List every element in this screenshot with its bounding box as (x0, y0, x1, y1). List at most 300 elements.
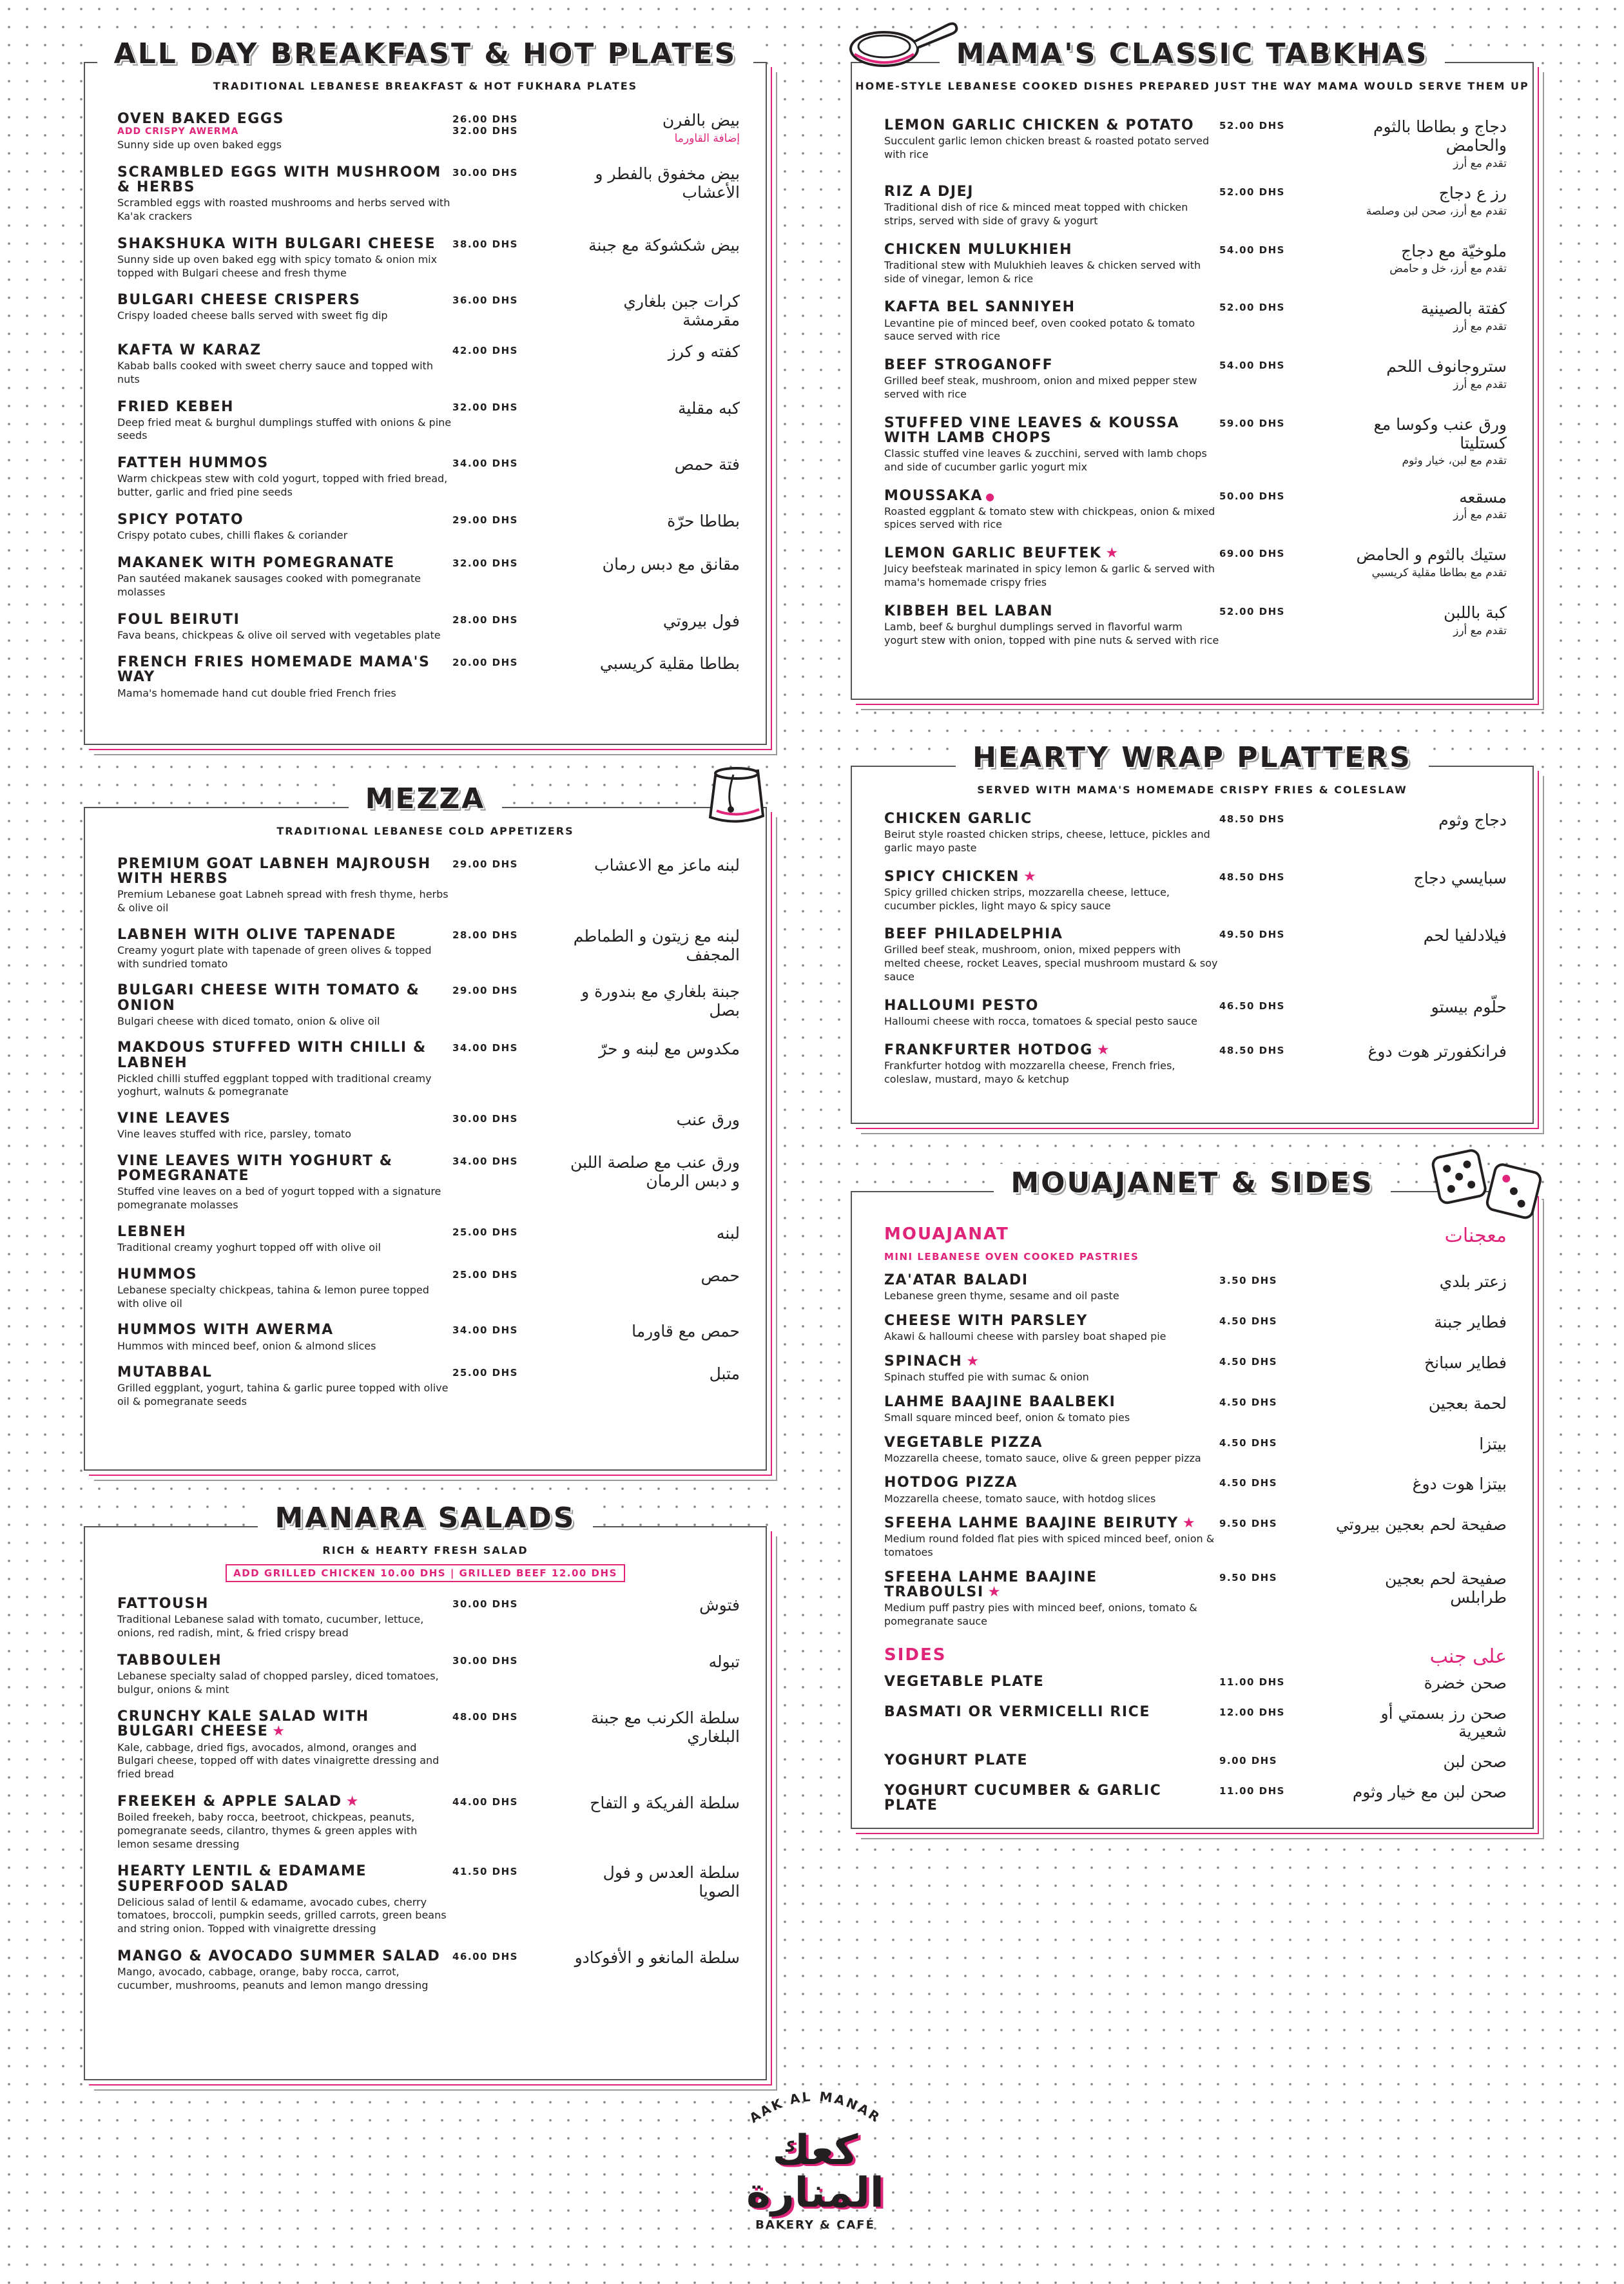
item-name-ar-label: فطاير جبنة (1434, 1312, 1507, 1331)
item-name-ar (562, 1040, 740, 1059)
item-name-label: SPINACH (884, 1353, 963, 1369)
item-ar-note: تقدم مع أرز (1453, 508, 1507, 522)
star-icon: ★ (1105, 545, 1119, 562)
item-price (452, 856, 562, 870)
item-price (452, 927, 562, 941)
item-description: Pickled chilli stuffed eggplant topped with traditional creamy yoghurt, walnuts & pomegranate (117, 1072, 432, 1098)
item-name-ar (1329, 416, 1507, 468)
item-price (452, 556, 562, 569)
item-name (117, 293, 452, 307)
item-price-value: 69.00 DHS (1219, 548, 1285, 560)
item-price (452, 1111, 562, 1125)
item-price (1219, 604, 1329, 617)
item-name (117, 1365, 452, 1380)
menu-item (117, 400, 740, 443)
item-description: Crispy potato cubes, chilli flakes & coriander (117, 529, 348, 542)
item-name-ar (1329, 1313, 1507, 1332)
item-name-ar-label: مقانق مع دبس رمان (602, 554, 740, 574)
item-price (452, 1596, 562, 1610)
item-price-value: 4.50 DHS (1219, 1315, 1278, 1327)
item-name-ar-label: رز ع دجاج (1438, 184, 1507, 203)
item-description: Premium Lebanese goat Labneh spread with fresh thyme, herbs & olive oil (117, 888, 449, 914)
item-name-label: HALLOUMI PESTO (884, 997, 1039, 1014)
item-price-value: 30.00 DHS (452, 1598, 518, 1610)
item-description: Medium round folded flat pies with spiced minced beef, onion & tomatoes (884, 1533, 1215, 1559)
item-name-ar (1329, 1516, 1507, 1534)
item-name-ar-label: بيض شكشوكة مع جبنة (588, 235, 740, 255)
item-description: Boiled freekeh, baby rocca, beetroot, chickpeas, peanuts, pomegranate seeds, cilantro, thymes & green apples with lemon sesame dressing (117, 1811, 418, 1850)
item-name (884, 1435, 1219, 1450)
item-price (452, 1709, 562, 1723)
item-name-ar (562, 1864, 740, 1901)
item-name-ar (1329, 811, 1507, 830)
item-name-ar (1329, 1570, 1507, 1607)
item-price-value: 25.00 DHS (452, 1226, 518, 1238)
item-name (884, 811, 1219, 826)
star-icon: ★ (1182, 1515, 1197, 1532)
item-price-value: 54.00 DHS (1219, 244, 1285, 256)
star-icon: ★ (987, 1584, 1002, 1601)
item-name-ar (1329, 1043, 1507, 1061)
item-name-ar-label: فرانكفورتر هوت دوغ (1368, 1041, 1507, 1061)
item-name-ar (562, 1794, 740, 1813)
item-name-ar (1329, 300, 1507, 333)
item-name-ar-label: سلطة المانغو و الأفوكادو (574, 1948, 740, 1968)
item-name (117, 1949, 452, 1964)
item-name-label: KAFTA W KARAZ (117, 342, 262, 358)
item-price-value: 29.00 DHS (452, 858, 518, 870)
item-price (1219, 489, 1329, 502)
item-price-value: 48.50 DHS (1219, 813, 1285, 825)
item-text (884, 1674, 1219, 1689)
side-item (884, 1783, 1507, 1813)
dice-icon (1429, 1141, 1545, 1224)
item-name-ar-label: دجاج وثوم (1438, 811, 1507, 829)
item-text (884, 358, 1219, 402)
item-price-value: 52.00 DHS (1219, 120, 1285, 131)
item-price-value: 46.00 DHS (452, 1951, 518, 1963)
item-name-ar (1329, 358, 1507, 391)
item-name-label: SPICY CHICKEN (884, 868, 1020, 885)
item-name (117, 400, 452, 414)
item-description: Spicy grilled chicken strips, mozzarella cheese, lettuce, cucumber pickles, light mayo & spicy sauce (884, 886, 1170, 912)
item-price-value: 29.00 DHS (452, 514, 518, 526)
menu-item (117, 1111, 740, 1141)
item-text (117, 343, 452, 387)
item-price (452, 456, 562, 469)
item-name-ar (1329, 1674, 1507, 1693)
item-name-ar (562, 556, 740, 574)
item-name-label: VINE LEAVES WITH YOGHURT & POMEGRANATE (117, 1153, 393, 1185)
item-text (117, 927, 452, 971)
wraps-items (852, 811, 1532, 1086)
item-name-label: FRANKFURTER HOTDOG (884, 1041, 1093, 1058)
logo-ar-1: كعك (772, 2127, 858, 2174)
item-name-label: BEEF STROGANOFF (884, 357, 1054, 374)
item-price-value: 4.50 DHS (1219, 1477, 1278, 1489)
item-price (1219, 869, 1329, 883)
mouajanat-note: MINI LEBANESE OVEN COOKED PASTRIES (884, 1251, 1139, 1263)
item-name (117, 237, 452, 251)
menu-item (884, 1516, 1507, 1560)
item-price (452, 165, 562, 179)
item-text (884, 1570, 1219, 1629)
star-icon: ★ (345, 1793, 360, 1810)
item-text (884, 1753, 1219, 1768)
item-name-label: HOTDOG PIZZA (884, 1475, 1018, 1491)
menu-item (117, 655, 740, 700)
item-price-value: 59.00 DHS (1219, 417, 1285, 429)
item-ar-note: تقدم مع لبن، خيار وثوم (1402, 454, 1507, 468)
item-price (452, 1154, 562, 1167)
item-price (1219, 1313, 1329, 1327)
item-name-label: KIBBEH BEL LABAN (884, 603, 1054, 619)
item-name-ar-label: سلطة الكرنب مع جبنة البلغاري (590, 1708, 740, 1747)
mezza-subtitle: TRADITIONAL LEBANESE COLD APPETIZERS (276, 825, 574, 837)
menu-item (884, 1475, 1507, 1505)
item-name (884, 604, 1219, 619)
item-description: Creamy yogurt plate with tapenade of green olives & topped with sundried tomato (117, 944, 432, 970)
item-text (117, 1154, 452, 1212)
star-icon: ★ (272, 1723, 286, 1740)
item-name-ar (1329, 1705, 1507, 1742)
item-price (1219, 1475, 1329, 1489)
item-price-value: 34.00 DHS (452, 1042, 518, 1054)
item-name-label: CHEESE WITH PARSLEY (884, 1312, 1088, 1329)
item-price (452, 983, 562, 996)
menu-item (884, 546, 1507, 590)
menu-item (117, 1864, 740, 1936)
item-price (452, 512, 562, 526)
menu-item (117, 1653, 740, 1697)
item-price-value: 38.00 DHS (452, 238, 518, 250)
menu-item (117, 165, 740, 224)
item-price (1219, 1674, 1329, 1688)
item-price-value: 9.50 DHS (1219, 1518, 1278, 1530)
item-price (1219, 1395, 1329, 1408)
item-text (117, 1322, 452, 1353)
item-text (117, 655, 452, 700)
item-name-ar (562, 1596, 740, 1615)
menu-item (884, 1435, 1507, 1466)
item-name-label: SFEEHA LAHME BAAJINE TRABOULSI (884, 1569, 1097, 1601)
item-name-ar-label: بيض مخفوق بالفطر و الأعشاب (595, 164, 740, 202)
item-name-label: LAHME BAAJINE BAALBEKI (884, 1393, 1116, 1410)
breakfast-items (85, 111, 766, 700)
menu-item (884, 927, 1507, 983)
item-name-ar-label: حلّوم بيستو (1431, 997, 1507, 1016)
item-name-ar (562, 1653, 740, 1672)
item-name-label: FATTEH HUMMOS (117, 455, 269, 472)
item-description: Mama's homemade hand cut double fried French fries (117, 686, 396, 699)
item-price-value: 34.00 DHS (452, 1324, 518, 1337)
item-name (117, 612, 452, 627)
item-price-value: 32.00 DHS (452, 557, 518, 569)
item-text (884, 1705, 1219, 1719)
item-name-label: VEGETABLE PIZZA (884, 1434, 1043, 1451)
menu-item (117, 1596, 740, 1640)
item-text (884, 811, 1219, 855)
item-price (452, 400, 562, 413)
item-name (117, 1653, 452, 1668)
item-name-ar (1329, 489, 1507, 522)
item-text (117, 1653, 452, 1697)
item-name-ar-label: بيتزا (1479, 1434, 1507, 1453)
item-price-value: 3.50 DHS (1219, 1275, 1278, 1286)
item-price (1219, 1705, 1329, 1718)
item-text (884, 1313, 1219, 1344)
item-price-value: 26.00 DHS (452, 113, 518, 125)
salads-addon: ADD GRILLED CHICKEN 10.00 DHS | GRILLED BEEF 12.00 DHS (226, 1564, 625, 1582)
sides-items (884, 1674, 1507, 1813)
item-price-value: 41.50 DHS (452, 1866, 518, 1878)
item-name (117, 456, 452, 470)
item-description: Sunny side up oven baked egg with spicy tomato & onion mix topped with Bulgari cheese and fresh thyme (117, 253, 438, 279)
item-name-ar-label: فتوش (699, 1596, 740, 1614)
item-description: Medium puff pastry pies with minced beef, onions, tomato & pomegranate sauce (884, 1602, 1197, 1628)
item-price-value: 48.00 DHS (452, 1711, 518, 1723)
item-price (452, 1224, 562, 1238)
breakfast-card (84, 37, 767, 745)
item-name-ar (1329, 118, 1507, 170)
item-name-label: ZA'ATAR BALADI (884, 1272, 1029, 1288)
item-name (117, 1267, 452, 1282)
item-name (117, 1154, 452, 1183)
item-price (452, 237, 562, 250)
item-name-ar-label: فتة حمص (674, 455, 740, 474)
item-text (117, 612, 452, 643)
item-price (452, 612, 562, 626)
menu-item (117, 1365, 740, 1409)
item-name-label: BEEF PHILADELPHIA (884, 926, 1063, 943)
item-price-value: 34.00 DHS (452, 1156, 518, 1168)
star-icon: ★ (1096, 1041, 1111, 1058)
item-name-ar-label: متبل (709, 1364, 740, 1384)
item-price (1219, 1273, 1329, 1286)
item-name-ar (1329, 1354, 1507, 1373)
chili-icon: ● (985, 490, 996, 503)
item-ar-note: تقدم مع أرز (1453, 320, 1507, 334)
item-name-label: BULGARI CHEESE WITH TOMATO & ONION (117, 982, 420, 1014)
item-name-ar-label: تبوله (708, 1652, 740, 1671)
item-name-ar (1329, 869, 1507, 888)
item-description: Delicious salad of lentil & edamame, avocado cubes, cherry tomatoes, broccoli, pumpkin seeds, grilled carrots, green beans and string onion. Topped with vinaigrette dressing (117, 1895, 447, 1935)
item-name-ar-label: صحن رز بسمتي أو شعيرية (1380, 1703, 1507, 1741)
item-price (452, 1864, 562, 1877)
item-name-ar-label: ستيك بالثوم و الحامض (1356, 545, 1507, 565)
item-name-ar (562, 1322, 740, 1341)
item-name-label: VINE LEAVES (117, 1110, 231, 1127)
item-price-value: 9.50 DHS (1219, 1572, 1278, 1584)
item-name (117, 111, 452, 126)
item-name-ar (562, 1111, 740, 1130)
item-name (884, 1043, 1219, 1058)
item-text (117, 1224, 452, 1255)
item-name-label: CHICKEN MULUKHIEH (884, 241, 1073, 258)
item-description: Traditional stew with Mulukhieh leaves & chicken served with side of vinegar, lemon & rice (884, 258, 1201, 285)
item-description: Levantine pie of minced beef, oven cooked potato & tomato sauce served with rice (884, 316, 1195, 343)
item-name-ar (1329, 1753, 1507, 1772)
item-price (452, 1653, 562, 1667)
wraps-title: HEARTY WRAP PLATTERS (956, 739, 1429, 777)
item-name-ar-label: مكدوس مع لبنه و حرّ (599, 1040, 740, 1059)
item-text (884, 416, 1219, 474)
item-text (884, 489, 1219, 532)
menu-item (884, 1273, 1507, 1303)
item-description: Vine leaves stuffed with rice, parsley, tomato (117, 1128, 351, 1141)
menu-item (117, 927, 740, 971)
item-text (117, 1267, 452, 1311)
item-price-value: 4.50 DHS (1219, 1355, 1278, 1368)
item-name (884, 1354, 1219, 1369)
mouajanet-body (852, 1224, 1532, 1813)
mezza-card (84, 782, 767, 1471)
item-name: YOGHURT PLATE (884, 1752, 1029, 1769)
item-description: Mozzarella cheese, tomato sauce, olive & green pepper pizza (884, 1451, 1201, 1464)
item-name-ar (562, 983, 740, 1020)
item-name-label: SHAKSHUKA WITH BULGARI CHEESE (117, 235, 436, 252)
item-name-ar-label: لبنه (716, 1223, 740, 1243)
item-name: BASMATI OR VERMICELLI RICE (884, 1703, 1151, 1720)
item-name-ar-label: دجاج و بطاطا بالثوم والحامض (1373, 117, 1507, 155)
item-name-label: MAKDOUS STUFFED WITH CHILLI & LABNEH (117, 1040, 427, 1071)
item-name-ar (562, 1709, 740, 1747)
item-name-label: CRUNCHY KALE SALAD WITH BULGARI CHEESE (117, 1708, 369, 1740)
item-description: Kabab balls cooked with sweet cherry sauce and topped with nuts (117, 359, 433, 385)
item-addon: ADD CRISPY AWERMA (117, 126, 239, 137)
item-name-ar-label: حمص مع قاورما (632, 1322, 740, 1341)
item-name-ar (562, 612, 740, 631)
item-name-ar (562, 856, 740, 875)
menu-item (117, 1040, 740, 1099)
item-description: Lebanese green thyme, sesame and oil paste (884, 1290, 1119, 1302)
item-price-value: 28.00 DHS (452, 929, 518, 941)
item-name-label: CHICKEN GARLIC (884, 811, 1032, 827)
item-text (117, 237, 452, 280)
menu-item (117, 293, 740, 330)
item-name-label: FOUL BEIRUTI (117, 611, 240, 628)
item-name (884, 1313, 1219, 1328)
item-price-value: 11.00 DHS (1219, 1785, 1285, 1797)
item-description: Frankfurter hotdog with mozzarella cheese, French fries, coleslaw, mustard, mayo & ketchup (884, 1059, 1175, 1085)
menu-item (884, 1570, 1507, 1629)
menu-item (884, 604, 1507, 648)
item-description: Hummos with minced beef, onion & almond slices (117, 1339, 376, 1352)
item-name (117, 556, 452, 570)
item-name-ar-label: ملوخيّة مع دجاج (1401, 241, 1507, 260)
menu-item (117, 856, 740, 915)
item-name-ar-label: لبنه مع زيتون و الطماطم المجفف (573, 926, 740, 964)
mouajanat-label: MOUAJANAT (884, 1224, 1009, 1244)
item-price (452, 1040, 562, 1054)
item-price (452, 1949, 562, 1962)
item-name-ar-label: ستروجانوف اللحم (1386, 357, 1507, 376)
item-description: Pan sautéed makanek sausages cooked with pomegranate molasses (117, 572, 421, 598)
item-name (117, 1794, 452, 1809)
menu-item (884, 242, 1507, 286)
menu-item (117, 237, 740, 280)
menu-item (884, 1043, 1507, 1087)
item-name (117, 165, 452, 195)
mouajanet-title: MOUAJANET & SIDES (994, 1164, 1390, 1203)
item-name (884, 546, 1219, 561)
menu-item (117, 1322, 740, 1353)
item-price-value: 34.00 DHS (452, 458, 518, 470)
item-description: Kale, cabbage, dried figs, avocados, almond, oranges and Bulgari cheese, topped off with dates vinaigrette dressing and fried bread (117, 1741, 440, 1781)
breakfast-subtitle: TRADITIONAL LEBANESE BREAKFAST & HOT FUKHARA PLATES (213, 80, 638, 92)
item-name (884, 416, 1219, 445)
item-name-ar (562, 111, 740, 145)
item-name (117, 1322, 452, 1337)
item-name (117, 655, 452, 684)
side-item (884, 1753, 1507, 1772)
item-price-value: 29.00 DHS (452, 985, 518, 997)
item-price (1219, 358, 1329, 371)
menu-item (884, 1354, 1507, 1384)
item-text (884, 1395, 1219, 1425)
item-name-ar (1329, 927, 1507, 945)
item-text (884, 869, 1219, 913)
item-price-value: 4.50 DHS (1219, 1437, 1278, 1449)
menu-item (884, 1313, 1507, 1344)
item-price (1219, 1354, 1329, 1368)
menu-item (117, 111, 740, 152)
mouajanet-card (851, 1166, 1534, 1829)
item-description: Stuffed vine leaves on a bed of yogurt topped with a signature pomegranate molasses (117, 1185, 441, 1212)
item-name-ar-label: لبنه ماعز مع الاعشاب (594, 856, 740, 875)
mouajanet-items (884, 1273, 1507, 1629)
item-name-ar (562, 1949, 740, 1968)
item-text (884, 1273, 1219, 1303)
item-name-ar (1329, 998, 1507, 1017)
item-text (884, 604, 1219, 648)
item-description: Warm chickpeas stew with cold yogurt, topped with fried bread, butter, garlic and fried pine seeds (117, 472, 448, 499)
item-name-ar-label: سلطة العدس و فول الصويا (603, 1863, 740, 1901)
menu-item (117, 983, 740, 1028)
item-price (452, 1322, 562, 1336)
item-price (1219, 1435, 1329, 1449)
item-price-value: 30.00 DHS (452, 166, 518, 179)
item-name-ar (562, 343, 740, 362)
menu-item (117, 1224, 740, 1255)
item-price (452, 1267, 562, 1281)
item-name-ar-label: بيض بالفرن (662, 111, 740, 130)
item-name-ar (1329, 604, 1507, 637)
item-text (117, 456, 452, 499)
item-price-value: 52.00 DHS (1219, 302, 1285, 314)
item-name-ar-label: كفته و كرز (668, 342, 740, 361)
item-description: Roasted eggplant & tomato stew with chickpeas, onion & mixed spices served with rice (884, 505, 1215, 531)
item-name-ar (1329, 1783, 1507, 1802)
item-name-ar (562, 400, 740, 418)
item-price-addon: 32.00 DHS (452, 125, 518, 137)
item-name-ar (562, 293, 740, 330)
item-description: Spinach stuffed pie with sumac & onion (884, 1370, 1089, 1383)
item-name-ar (562, 456, 740, 474)
item-text (884, 1354, 1219, 1384)
item-name (117, 927, 452, 942)
item-text (884, 1043, 1219, 1087)
tabkhas-card (851, 37, 1534, 700)
item-price (1219, 1043, 1329, 1056)
menu-item (884, 869, 1507, 913)
side-item (884, 1705, 1507, 1742)
item-name (884, 242, 1219, 257)
item-name-ar (1329, 1395, 1507, 1413)
item-price-value: 30.00 DHS (452, 1654, 518, 1667)
item-text (117, 1709, 452, 1781)
item-description: Akawi & halloumi cheese with parsley boat shaped pie (884, 1330, 1166, 1342)
